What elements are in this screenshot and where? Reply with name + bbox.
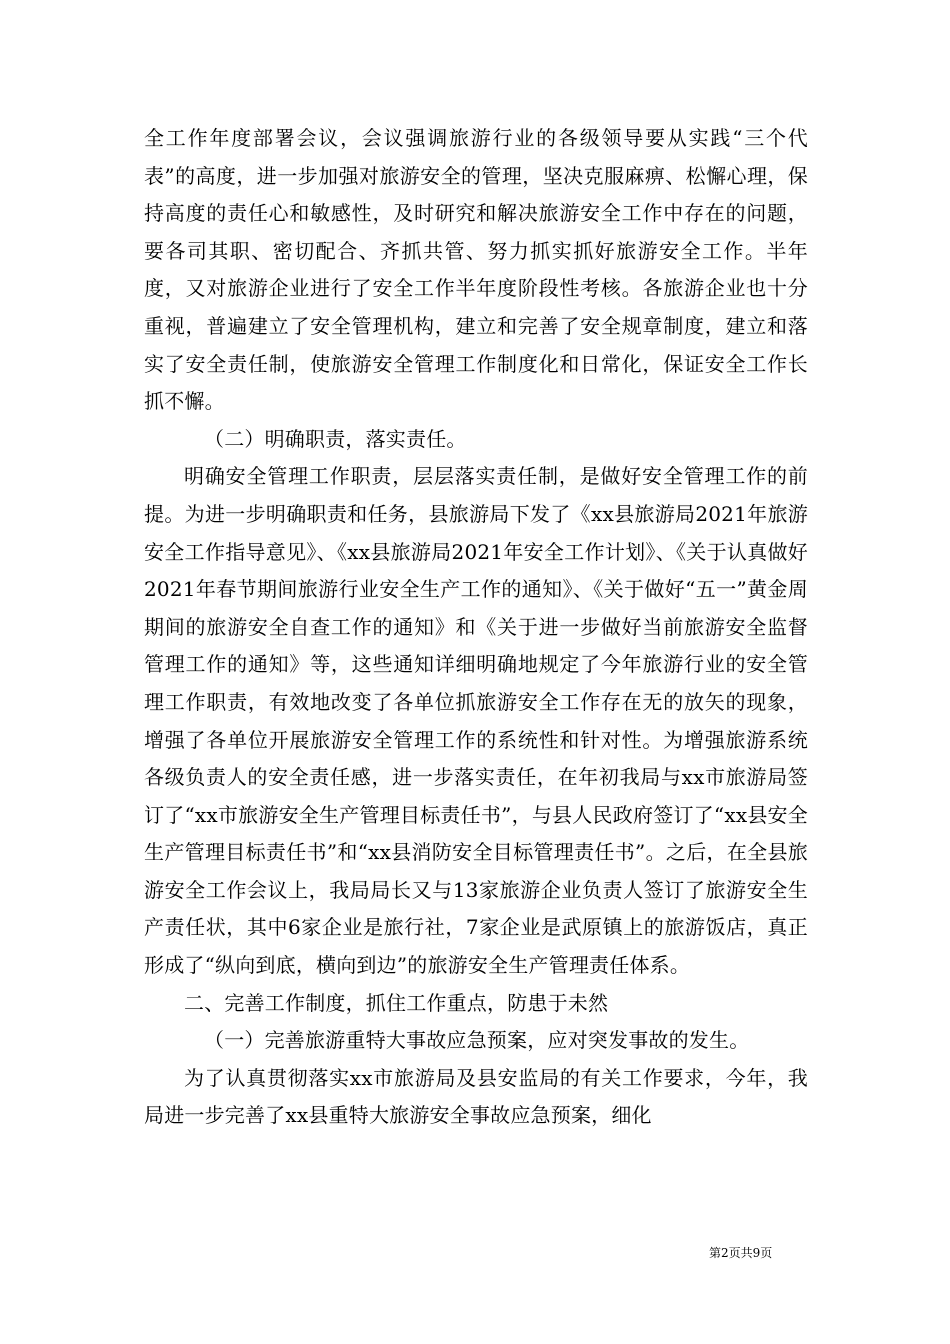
section-subheading: （一）完善旅游重特大事故应急预案，应对突发事故的发生。 (204, 1028, 750, 1053)
section-subheading: （二）明确职责，落实责任。 (204, 426, 467, 451)
section-heading: 二、完善工作制度，抓住工作重点，防患于未然 (184, 990, 609, 1015)
paragraph-continuation: 全工作年度部署会议，会议强调旅游行业的各级领导要从实践“三个代表”的高度，进一步加强对旅游安全的管理，坚决克服麻痹、松懈心理，保持高度的责任心和敏感性，及时研究和解决旅游安全工作中存在的问题，要各司其职、密切配合、齐抓共管、努力抓实抓好旅游安全工作。半年度，又对旅游企业进行了安全工作半年度阶段性考核。各旅游企业也十分重视，普遍建立了安全管理机构，建立和完善了安全规章制度，建立和落实了安全责任制，使旅游安全管理工作制度化和日常化，保证安全工作长抓不懈。 (144, 126, 808, 414)
page-number: 第2页共9页 (709, 1246, 773, 1260)
paragraph: 明确安全管理工作职责，层层落实责任制，是做好安全管理工作的前提。为进一步明确职责和任务，县旅游局下发了《xx县旅游局2021年旅游安全工作指导意见》、《xx县旅游局2021年安全工作计划》、《关于认真做好2021年春节期间旅游行业安全生产工作的通知》、《关于做好“五一”黄金周期间的旅游安全自查工作的通知》和《关于进一步做好当前旅游安全监督管理工作的通知》等，这些通知详细明确地规定了今年旅游行业的安全管理工作职责，有效地改变了各单位抓旅游安全工作存在无的放矢的现象，增强了各单位开展旅游安全管理工作的系统性和针对性。为增强旅游系统各级负责人的安全责任感，进一步落实责任，在年初我局与xx市旅游局签订了“xx市旅游安全生产管理目标责任书”，与县人民政府签订了“xx县安全生产管理目标责任书”和“xx县消防安全目标管理责任书”。之后，在全县旅游安全工作会议上，我局局长又与13家旅游企业负责人签订了旅游安全生产责任状，其中6家企业是旅行社，7家企业是武原镇上的旅游饭店，真正形成了“纵向到底，横向到边”的旅游安全生产管理责任体系。 (144, 464, 808, 978)
document-body (144, 120, 808, 1135)
paragraph: 为了认真贯彻落实xx市旅游局及县安监局的有关工作要求，今年，我局进一步完善了xx县重特大旅游安全事故应急预案，细化 (144, 1065, 808, 1128)
